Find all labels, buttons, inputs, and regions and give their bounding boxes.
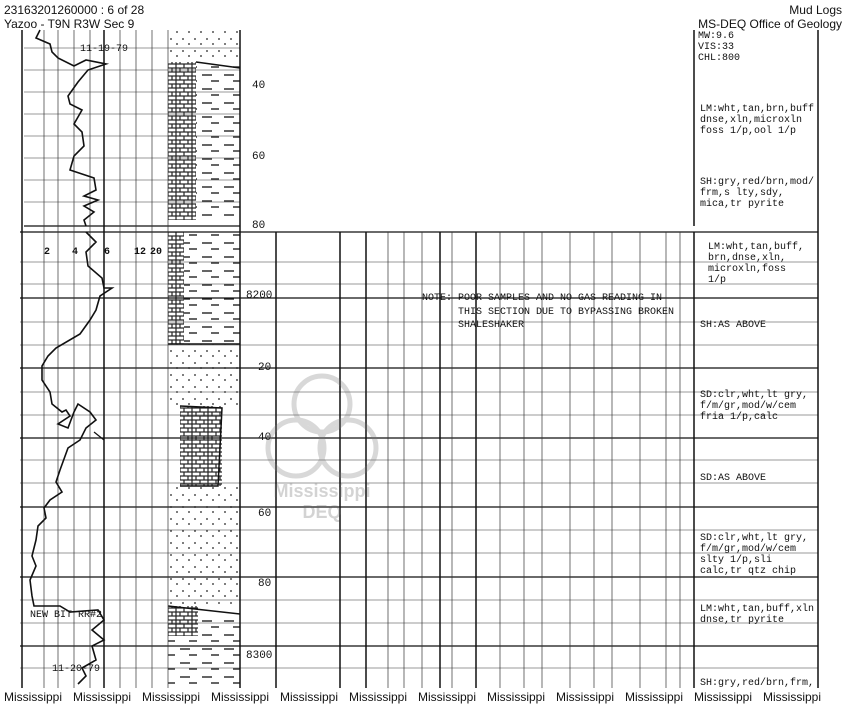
bit-change-note: NEW BIT RR#2	[30, 610, 103, 621]
mud-weight: MW:9.6	[698, 31, 735, 42]
watermark-text: Mississippi	[273, 481, 371, 501]
footer-text: Mississippi	[418, 690, 477, 704]
footer-text: Mississippi	[556, 690, 615, 704]
depth-label: 8300	[246, 650, 273, 662]
section-note-line: NOTE: POOR SAMPLES AND NO GAS READING IN	[422, 293, 663, 304]
lithology-desc: LM:wht,tan,buff,xln dnse,tr pyrite	[700, 604, 815, 626]
section-note-line: SHALESHAKER	[458, 320, 525, 331]
footer-text: Mississippi	[280, 690, 339, 704]
grid-vertical-major	[22, 30, 818, 688]
footer-text: Mississippi	[625, 690, 684, 704]
depth-label: 40	[258, 432, 272, 444]
drill-rate-curve-upper	[36, 30, 106, 226]
lithology-desc: LM:wht,tan,buff, brn,dnse,xln, microxln,foss 1/p	[708, 242, 805, 286]
depth-label: 20	[258, 362, 272, 374]
scale-label: 4	[72, 247, 79, 258]
footer-text: Mississippi	[694, 690, 753, 704]
scale-label: 20	[150, 247, 163, 258]
watermark-text: DEQ	[302, 502, 342, 522]
footer-text: Mississippi	[349, 690, 408, 704]
footer-text: Mississippi	[73, 690, 132, 704]
footer-text: Mississippi	[763, 690, 822, 704]
lithology-column	[168, 30, 240, 688]
footer-text: Mississippi	[142, 690, 201, 704]
lithology-desc: LM:wht,tan,brn,buff dnse,xln,microxln foss 1/p,ool 1/p	[700, 104, 815, 137]
scale-label: 6	[104, 247, 111, 258]
lithology-desc: SD:clr,wht,lt gry, f/m/gr,mod/w/cem slty 1/p,sli calc,tr qtz chip	[700, 533, 809, 577]
grid-horizontal	[20, 48, 818, 668]
mud-viscosity: VIS:33	[698, 42, 735, 53]
scale-label: 2	[44, 247, 51, 258]
depth-label: 40	[252, 80, 266, 92]
well-location: Yazoo - T9N R3W Sec 9	[4, 17, 135, 31]
depth-label: 60	[258, 508, 272, 520]
deq-seal-icon	[262, 370, 382, 480]
mud-chlorides: CHL:800	[698, 53, 741, 64]
depth-label: 80	[258, 578, 272, 590]
well-id-page: 23163201260000 : 6 of 28	[4, 3, 145, 17]
grid-horizontal-major	[20, 226, 818, 646]
doc-type: Mud Logs	[789, 3, 842, 17]
source-office: MS-DEQ Office of Geology	[698, 17, 842, 31]
lithology-desc: SH:gry,red/brn,mod/ frm,s lty,sdy, mica,tr pyrite	[700, 177, 815, 210]
lithology-desc: SH:gry,red/brn,frm,	[700, 678, 815, 689]
section-note-line: THIS SECTION DUE TO BYPASSING BROKEN	[458, 307, 675, 318]
footer-text: Mississippi	[487, 690, 546, 704]
date-label: 11-19-79	[80, 44, 129, 55]
bit-arrow	[94, 432, 104, 440]
grid-vertical	[44, 30, 680, 688]
depth-label: 8200	[246, 290, 273, 302]
depth-label: 60	[252, 151, 266, 163]
date-label: 11-20-79	[52, 664, 101, 675]
footer-text: Mississippi	[211, 690, 270, 704]
lithology-desc: SD:AS ABOVE	[700, 473, 767, 484]
footer-text: Mississippi	[4, 690, 63, 704]
lithology-desc: SD:clr,wht,lt gry, f/m/gr,mod/w/cem fria 1/p,calc	[700, 390, 809, 423]
scale-label: 12	[134, 247, 147, 258]
depth-label: 80	[252, 220, 266, 232]
lithology-desc: SH:AS ABOVE	[700, 320, 767, 331]
mississippi-deq-watermark	[262, 370, 382, 523]
